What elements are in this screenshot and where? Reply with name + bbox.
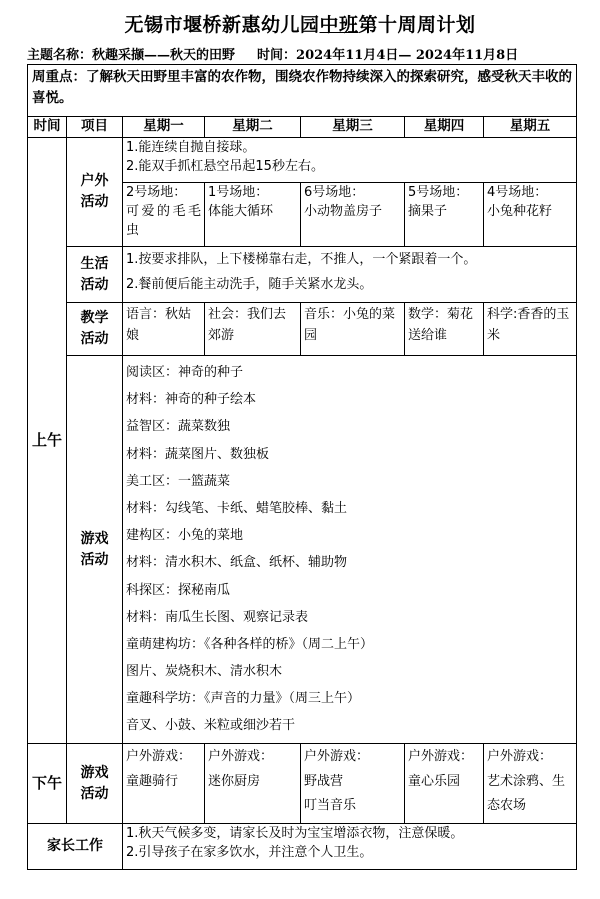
parents-item: 1.秋天气候多变，请家长及时为宝宝增添衣物，注意保暖。 <box>126 826 464 841</box>
games-areas <box>123 356 577 744</box>
outdoor-goal: 2.能双手抓杠悬空吊起15秒左右。 <box>126 158 324 174</box>
title-prefix: 无锡市堰桥新惠幼儿园 <box>124 14 320 36</box>
parents-items <box>123 824 577 870</box>
life-label: 生活活动 <box>67 247 123 303</box>
games-line: 音叉、小鼓、米粒或细沙若干 <box>126 718 296 734</box>
time-range: 2024年11月4日— 2024年11月8日 <box>296 48 519 63</box>
teaching-label: 教学活动 <box>67 303 123 356</box>
header-day-tue: 星期二 <box>205 117 301 138</box>
teaching-wed: 音乐：小兔的菜园 <box>301 303 405 356</box>
outdoor-label: 户外活动 <box>67 138 123 247</box>
page-title <box>0 10 600 37</box>
header-day-mon: 星期一 <box>123 117 205 138</box>
games-line: 材料：蔬菜图片、数独板 <box>126 446 270 462</box>
games-line: 阅读区：神奇的种子 <box>126 365 244 380</box>
header-row <box>28 117 577 138</box>
outdoor-goals <box>123 138 577 183</box>
topic-line <box>27 44 518 63</box>
games-line: 科探区：探秘南瓜 <box>126 582 231 598</box>
games-line: 益智区：蔬菜数独 <box>126 419 231 435</box>
games-line: 建构区：小兔的菜地 <box>126 528 244 544</box>
afternoon-game-wed: 户外游戏： 野战营 叮当音乐 <box>301 744 405 824</box>
games-line: 图片、炭烧积木、清水积木 <box>126 664 283 680</box>
header-item: 项目 <box>67 117 123 138</box>
games-line: 童萌建构坊：《各种各样的桥》（周二上午） <box>126 636 374 652</box>
life-item: 2.餐前便后能主动洗手，随手关紧水龙头。 <box>126 276 373 292</box>
topic-label: 主题名称： <box>27 48 93 63</box>
outdoor-venue-tue: 1号场地： 体能大循环 <box>205 183 301 247</box>
title-suffix: 第十周周计划 <box>358 14 476 36</box>
header-day-thu: 星期四 <box>405 117 484 138</box>
outdoor-venue-wed: 6号场地： 小动物盖房子 <box>301 183 405 247</box>
afternoon-game-mon: 户外游戏： 童趣骑行 <box>123 744 205 824</box>
outdoor-goal: 1.能连续自抛自接球。 <box>126 140 256 155</box>
afternoon-games-label: 游戏活动 <box>67 744 123 824</box>
weekly-plan-table <box>27 64 577 870</box>
afternoon-game-thu: 户外游戏： 童心乐园 <box>405 744 484 824</box>
games-label: 游戏活动 <box>67 356 123 744</box>
topic-name: 秋趣采撷——秋天的田野 <box>92 48 236 63</box>
teaching-thu: 数学：菊花送给谁 <box>405 303 484 356</box>
games-line: 童趣科学坊：《声音的力量》（周三上午） <box>126 691 361 707</box>
teaching-mon: 语言：秋姑娘 <box>123 303 205 356</box>
games-line: 美工区：一篮蔬菜 <box>126 473 231 489</box>
outdoor-venue-thu: 5号场地： 摘果子 <box>405 183 484 247</box>
header-day-wed: 星期三 <box>301 117 405 138</box>
afternoon-label: 下午 <box>28 744 67 824</box>
parents-item: 2.引导孩子在家多饮水，并注意个人卫生。 <box>126 844 373 860</box>
header-day-fri: 星期五 <box>484 117 577 138</box>
games-line: 材料：南瓜生长图、观察记录表 <box>126 609 309 625</box>
games-line: 材料：清水积木、纸盒、纸杯、辅助物 <box>126 555 348 571</box>
parents-label: 家长工作 <box>28 824 123 870</box>
header-time: 时间 <box>28 117 67 138</box>
games-line: 材料：勾线笔、卡纸、蜡笔胶棒、黏土 <box>126 500 348 516</box>
afternoon-game-tue: 户外游戏： 迷你厨房 <box>205 744 301 824</box>
life-items <box>123 247 577 303</box>
title-class-name: 中班 <box>319 14 359 36</box>
weekly-focus: 周重点：了解秋天田野里丰富的农作物，围绕农作物持续深入的探索研究，感受秋天丰收的喜悦。 <box>28 65 577 117</box>
time-label: 时间： <box>257 48 297 63</box>
morning-label: 上午 <box>28 138 67 744</box>
afternoon-game-fri: 户外游戏： 艺术涂鸦、生态农场 <box>484 744 577 824</box>
outdoor-venue-fri: 4号场地： 小兔种花籽 <box>484 183 577 247</box>
outdoor-venue-mon: 2号场地： 可爱的毛毛虫 <box>123 183 205 247</box>
teaching-fri: 科学:香香的玉米 <box>484 303 577 356</box>
life-item: 1.按要求排队，上下楼梯靠右走，不推人，一个紧跟着一个。 <box>126 252 477 267</box>
games-line: 材料：神奇的种子绘本 <box>126 392 257 408</box>
teaching-tue: 社会：我们去郊游 <box>205 303 301 356</box>
